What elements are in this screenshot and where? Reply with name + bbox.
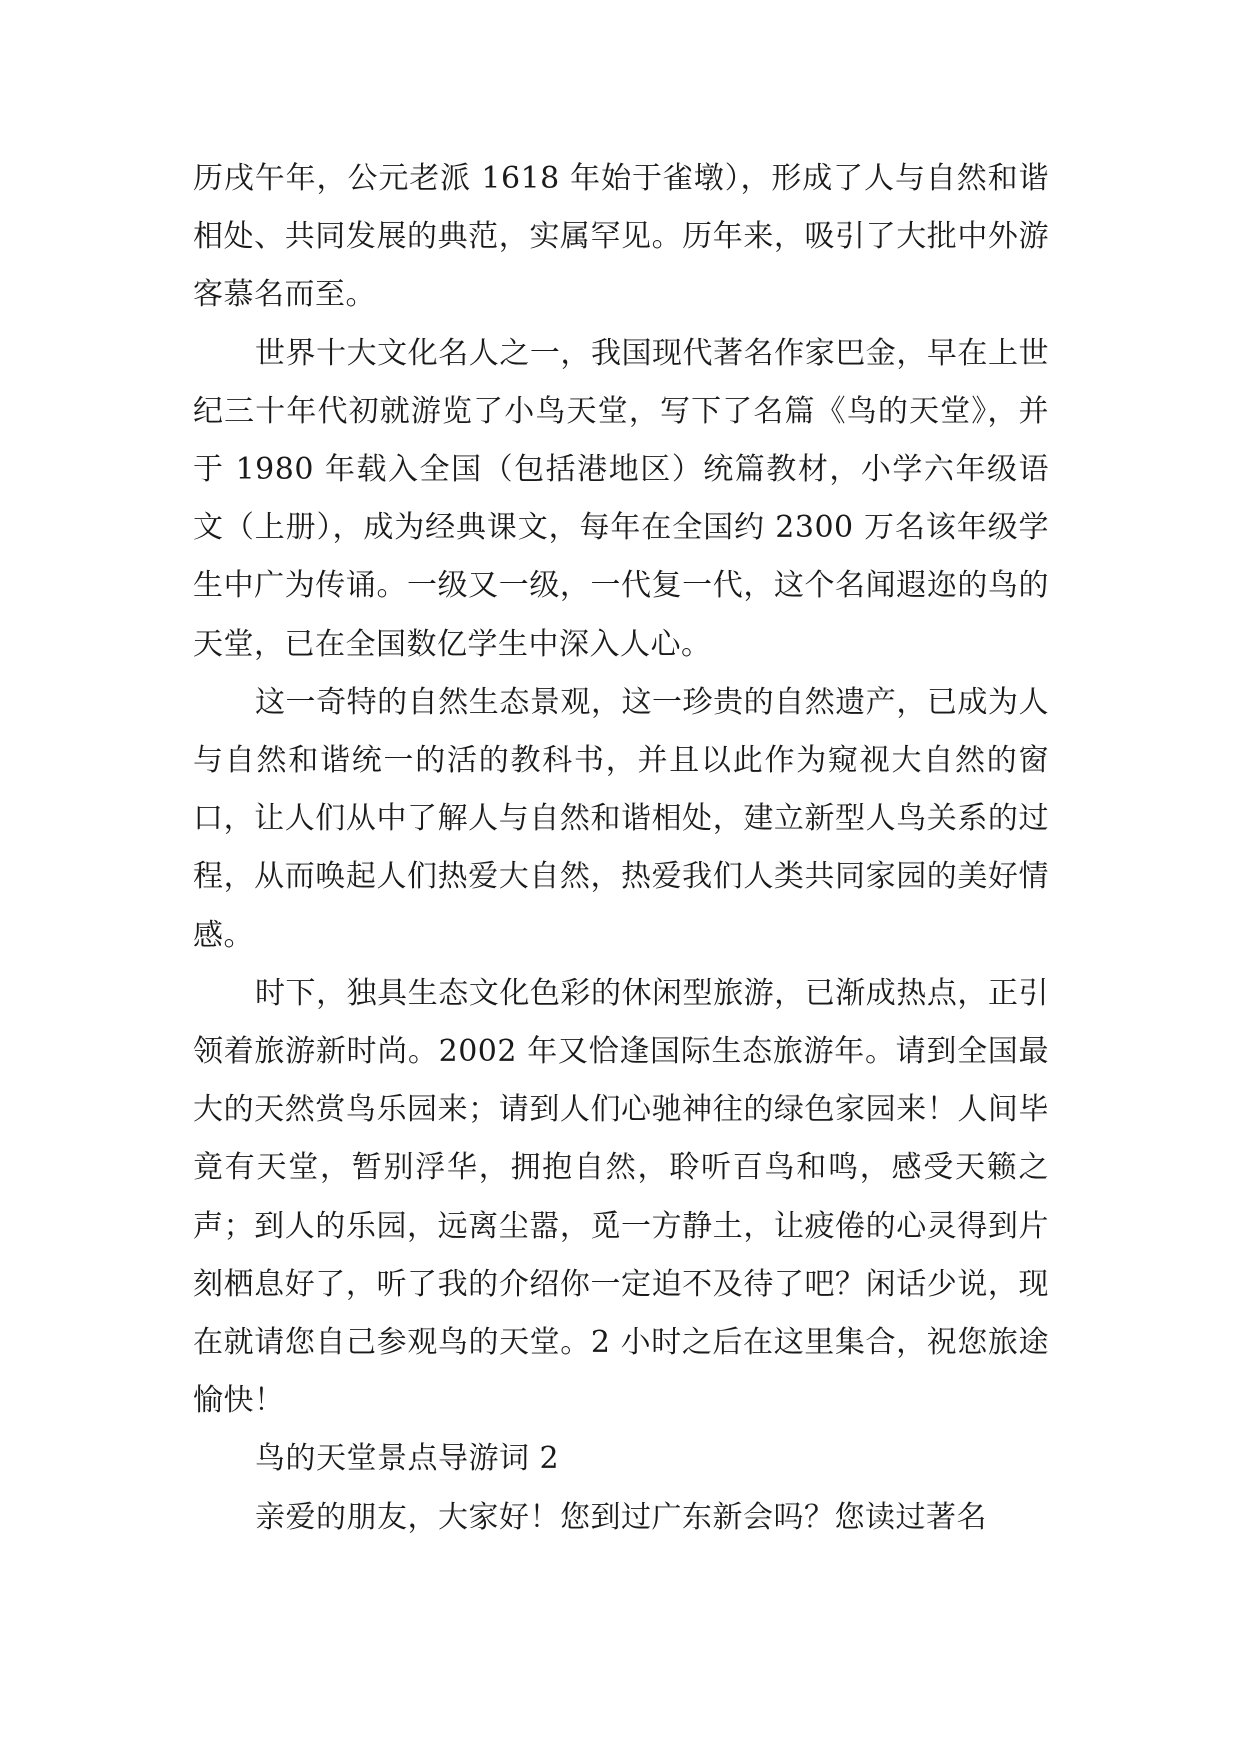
paragraph-ecology: 这一奇特的自然生态景观，这一珍贵的自然遗产，已成为人与自然和谐统一的活的教科书，并且以此作为窥视大自然的窗口，让人们从中了解人与自然和谐相处，建立新型人鸟关系的过程，从而唤起人们热爱大自然，热爱我们人类共同家园的美好情感。 — [193, 684, 1049, 953]
paragraph-invitation: 时下，独具生态文化色彩的休闲型旅游，已渐成热点，正引领着旅游新时尚。2002 年又恰逢国际生态旅游年。请到全国最大的天然赏鸟乐园来；请到人们心驰神往的绿色家园来！人间毕竟有天堂，暂别浮华，拥抱自然，聆听百鸟和鸣，感受天籁之声；到人的乐园，远离尘嚣，觅一方静土，让疲倦的心灵得到片刻栖息好了，听了我的介绍你一定迫不及待了吧？闲话少说，现在就请您自己参观鸟的天堂。2 小时之后在这里集合，祝您旅途愉快！ — [193, 975, 1049, 1419]
paragraph-continuation: 历戌午年，公元老派 1618 年始于雀墩），形成了人与自然和谐相处、共同发展的典范，实属罕见。历年来，吸引了大批中外游客慕名而至。 — [193, 161, 1049, 313]
paragraph-bajin: 世界十大文化名人之一，我国现代著名作家巴金，早在上世纪三十年代初就游览了小鸟天堂，写下了名篇《鸟的天堂》，并于 1980 年载入全国（包括港地区）统篇教材，小学六年级语文（上册），成为经典课文，每年在全国约 2300 万名该年级学生中广为传诵。一级又一级，一代复一代，这个名闻遐迩的鸟的天堂，已在全国数亿学生中深入人心。 — [193, 335, 1049, 662]
paragraph-greeting: 亲爱的朋友，大家好！您到过广东新会吗？您读过著名 — [255, 1499, 987, 1535]
section-title: 鸟的天堂景点导游词 2 — [255, 1441, 560, 1477]
document-page — [193, 150, 1049, 1547]
